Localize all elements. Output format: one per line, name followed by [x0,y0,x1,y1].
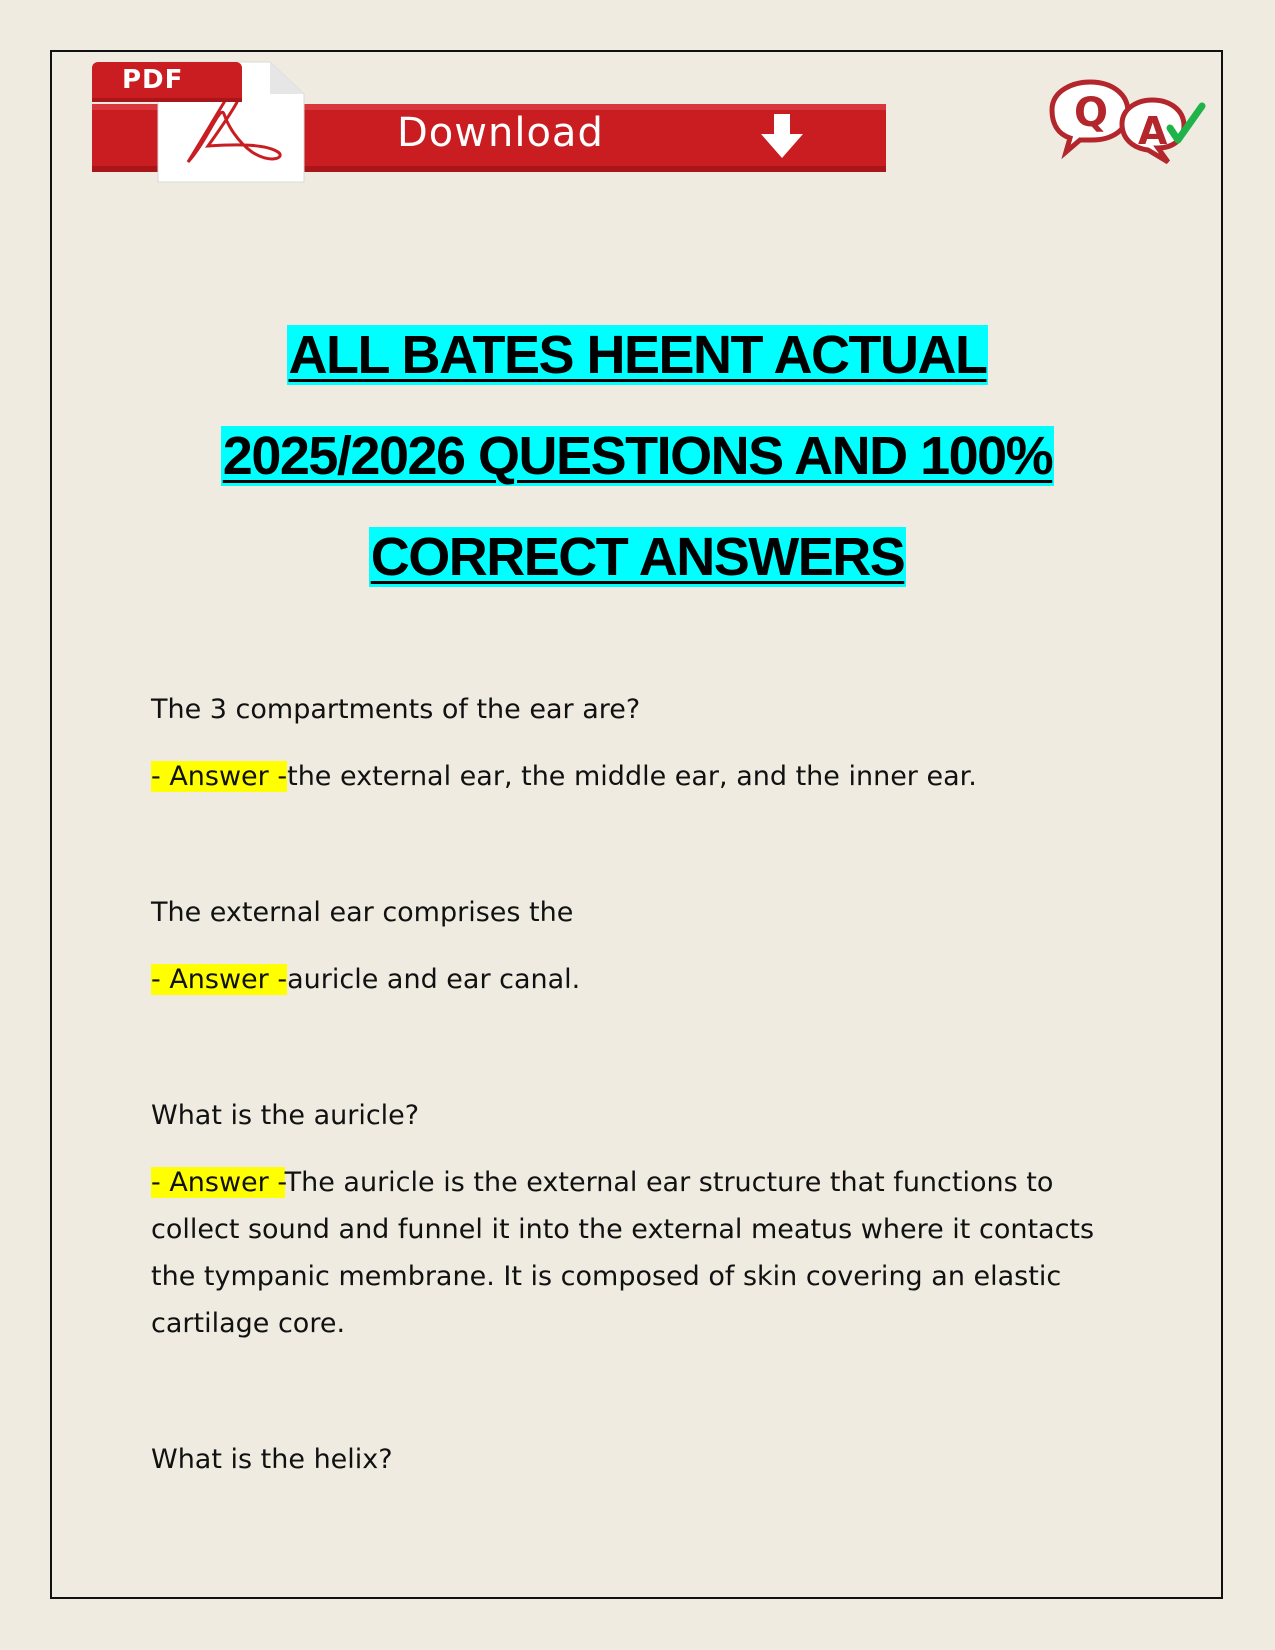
answer-text-line-3: the tympanic membrane. It is composed of skin covering an elastic [151,1261,1062,1292]
answer-tag: - Answer - [151,761,288,792]
answer-1 [151,753,1111,800]
page-border [50,50,1223,1599]
down-arrow-icon [757,112,807,162]
answer-tag: - Answer - [151,964,288,995]
download-label: Download [397,110,604,156]
question-text: The 3 compartments of the ear are? [151,694,641,725]
answer-3 [151,1159,1111,1347]
title-line-1: ALL BATES HEENT ACTUAL [288,325,987,385]
answer-text-line-4: cartilage core. [151,1308,346,1339]
qa-logo [1040,78,1210,183]
answer-2 [151,956,1111,1003]
answer-text: the external ear, the middle ear, and the inner ear. [287,761,977,792]
answer-text: auricle and ear canal. [287,964,581,995]
question-text: What is the auricle? [151,1100,420,1131]
title-line-3: CORRECT ANSWERS [370,527,905,587]
qa-item-4 [151,1436,1111,1483]
qa-item-3 [151,1092,1111,1139]
question-text: The external ear comprises the [151,897,574,928]
qa-item-1 [151,686,1111,733]
logo-letter-a: A [1138,109,1168,153]
answer-tag: - Answer - [151,1167,285,1198]
document-title [0,305,1275,608]
pdf-file-icon [122,60,308,182]
logo-letter-q: Q [1074,90,1109,136]
title-line-2: 2025/2026 QUESTIONS AND 100% [222,426,1053,486]
pdf-download-banner[interactable] [92,60,886,185]
qa-item-2 [151,889,1111,936]
question-text: What is the helix? [151,1444,393,1475]
answer-text-line-1: The auricle is the external ear structure that functions to [284,1167,1054,1198]
pdf-label: PDF [122,65,184,95]
answer-text-line-2: collect sound and funnel it into the external meatus where it contacts [151,1214,1095,1245]
pdf-tab [92,62,242,102]
